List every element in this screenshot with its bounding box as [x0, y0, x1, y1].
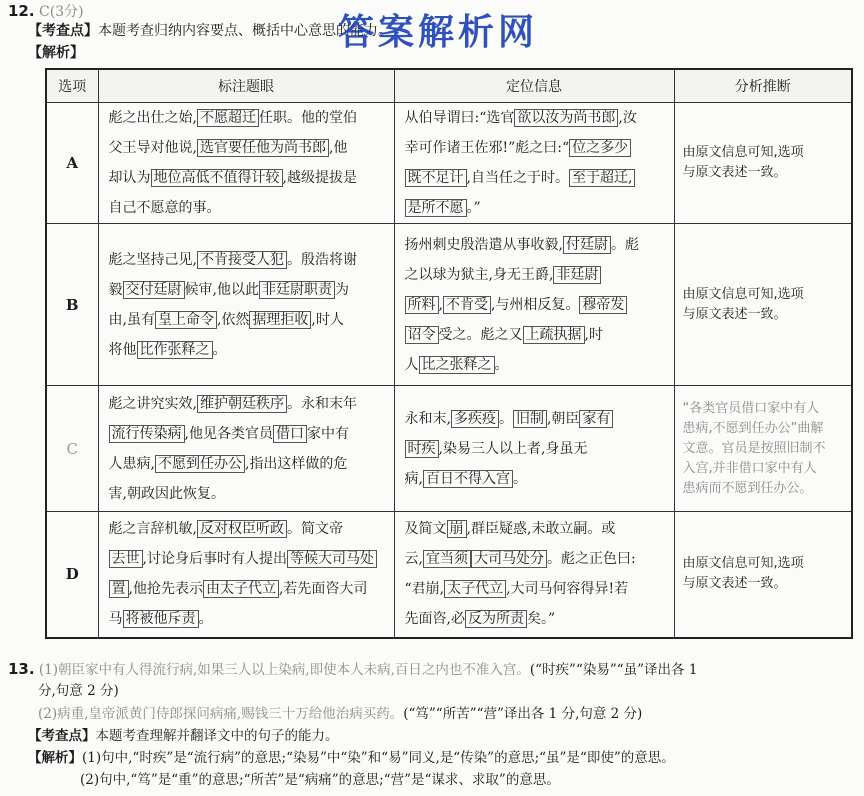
tiyan-cell	[98, 224, 394, 386]
text-line: 由原文信息可知,选项	[682, 556, 804, 572]
text-line	[405, 514, 664, 544]
highlight-box: 大司马处分	[471, 550, 547, 568]
text-segment: “君崩,	[404, 581, 445, 598]
text-segment: 家中有	[306, 425, 349, 442]
text-segment: 。彪	[610, 236, 639, 253]
text-line	[405, 260, 664, 290]
highlight-box: 上疏执据	[523, 326, 585, 344]
q13-answer1: (1)朝臣家中有人得流行病,如果三人以上染病,即使本人未病,百日之内也不准入宫。	[38, 662, 530, 678]
highlight-box: 非廷尉	[553, 266, 601, 284]
highlight-box: 是所不愿	[405, 199, 467, 217]
text-segment: ,时	[584, 326, 603, 343]
text-segment: 人患病,	[108, 455, 155, 472]
highlight-box: 比作张释之	[137, 341, 213, 359]
q13-answer1-note: (“时疾”“染易”“虽”译出各 1	[529, 662, 698, 678]
text-line	[405, 434, 664, 464]
text-segment: 。	[212, 341, 227, 358]
text-segment: 及简文	[404, 521, 447, 538]
text-line	[405, 544, 664, 574]
text-line	[109, 544, 384, 574]
text-line	[109, 389, 384, 419]
text-segment: 毅	[108, 281, 123, 298]
analysis-table	[45, 68, 853, 639]
q13-line1	[8, 658, 697, 681]
highlight-box: 百日不得入宫	[423, 470, 513, 488]
text-segment: 害,朝政因此恢复。	[108, 485, 225, 502]
text-segment: ,自当任之于时。	[466, 170, 569, 186]
q13-jiexi1: (1)句中,“时疾”是“流行病”的意思;“染易”中“染”和“易”同义,是“传染”的意思;“虽”是“即使”的意思。	[82, 750, 675, 766]
table-row	[46, 512, 852, 638]
text-segment: 却认为	[108, 170, 151, 186]
highlight-box: 反为所责	[465, 610, 527, 628]
text-segment: ,他见各类官员	[184, 425, 273, 442]
text-segment: ,	[438, 296, 443, 313]
text-segment: ,指出这样做的危	[244, 455, 348, 472]
dingwei-cell	[394, 386, 674, 512]
dingwei-cell	[394, 512, 674, 638]
highlight-box: 皇上命令	[155, 311, 217, 329]
text-segment: 矣。”	[526, 611, 556, 628]
text-line	[405, 193, 664, 223]
q13-kaochadian-text: 本题考查理解并翻译文中的句子的能力。	[95, 728, 339, 744]
highlight-box: 将被他斥责	[123, 610, 199, 628]
text-line	[109, 275, 384, 305]
q13-answer1-note2: 分,句意 2 分)	[38, 683, 119, 699]
text-line	[405, 350, 664, 380]
text-segment: ,群臣疑惑,未敢立嗣。或	[466, 521, 616, 538]
highlight-box: 流行传染病	[109, 425, 185, 443]
fenxi-cell	[674, 386, 852, 512]
text-segment: ,讨论身后事时有人提出	[142, 551, 287, 568]
highlight-box: 欲以汝为尚书郎	[514, 109, 618, 127]
option-label: D	[46, 512, 98, 638]
highlight-box: 据理拒收	[249, 311, 311, 329]
text-segment: 。	[494, 356, 509, 373]
text-segment: ,依然	[216, 311, 250, 328]
q13-kaochadian	[28, 725, 339, 747]
watermark: 答案解析网	[338, 11, 539, 53]
dingwei-cell	[394, 224, 674, 386]
highlight-box: 付廷尉	[563, 236, 611, 254]
option-label: C	[46, 386, 98, 512]
highlight-box: 诏令	[405, 326, 439, 344]
text-line	[109, 245, 384, 275]
header-dingwei: 定位信息	[394, 69, 674, 103]
header-fenxi: 分析推断	[674, 69, 852, 103]
highlight-box: 维护朝廷秩序	[197, 395, 287, 413]
highlight-box: 太子代立	[444, 580, 506, 598]
highlight-box: 不愿超迁	[197, 109, 259, 127]
highlight-box: 不肯接受人犯	[197, 251, 287, 269]
text-segment: 受之。彪之又	[438, 326, 523, 343]
text-segment: 扬州刺史殷浩遣从事收毅,	[404, 236, 563, 253]
text-line	[109, 449, 384, 479]
text-segment: ,汝	[618, 110, 637, 126]
text-segment: 人	[404, 356, 419, 373]
text-line: 由原文信息可知,选项	[682, 145, 804, 160]
text-segment: 。	[498, 410, 513, 427]
text-segment: 自己不愿意的事。	[108, 200, 221, 216]
text-line	[405, 574, 664, 604]
text-line	[109, 514, 384, 544]
text-segment: 彪之言辞机敏,	[108, 521, 197, 538]
text-segment: 马	[108, 611, 123, 628]
text-segment: ,越级提拔是	[282, 170, 357, 186]
text-segment: 。	[512, 470, 527, 487]
q13-line2	[38, 703, 642, 725]
text-segment: ,与州相反复。	[490, 296, 580, 313]
text-line: 与原文表述一致。	[682, 576, 787, 592]
text-segment: ,若先面咨大司	[278, 581, 368, 598]
text-segment: ,他	[328, 140, 348, 156]
tiyan-cell	[98, 103, 394, 224]
highlight-box: 置	[109, 580, 129, 598]
text-line	[109, 103, 384, 133]
text-segment: 彪之讲究实效,	[108, 395, 197, 412]
text-line	[109, 305, 384, 335]
text-segment: 父王导对他说,	[108, 140, 197, 156]
highlight-box: 不愿到任办公	[155, 455, 245, 473]
text-line: 入宫,并非借口家中有人	[682, 460, 817, 476]
fenxi-cell	[674, 103, 852, 224]
text-segment: 从伯导谓曰:“选官	[404, 110, 515, 126]
text-line: 文意。官员是按照旧制不	[682, 440, 826, 456]
highlight-box: 所料	[405, 296, 439, 314]
q13-jiexi-label: 【解析】	[28, 750, 82, 766]
q12-jiexi-label: 【解析】	[28, 45, 84, 61]
text-line	[109, 419, 384, 449]
text-segment: 任职。他的堂伯	[258, 110, 357, 126]
text-line	[109, 133, 384, 163]
highlight-box: 家有	[579, 410, 613, 428]
q12-line	[8, 2, 84, 21]
q13-number: 13.	[8, 660, 35, 678]
text-segment: 云,	[404, 551, 423, 568]
table-row	[46, 386, 852, 512]
tiyan-cell	[98, 512, 394, 638]
text-line	[109, 574, 384, 604]
text-line: 患病,不愿到任办公”曲解	[682, 420, 824, 436]
text-line	[405, 464, 664, 494]
fenxi-cell	[674, 512, 852, 638]
highlight-box: 位之多少	[569, 139, 631, 157]
text-segment: 永和末,	[404, 410, 451, 427]
table-row	[46, 103, 852, 224]
text-segment: 彪之出仕之始,	[108, 110, 197, 126]
highlight-box: 选官要任他为尚书郎	[197, 139, 329, 157]
text-segment: 。	[198, 611, 213, 628]
dingwei-cell	[394, 103, 674, 224]
text-line	[109, 604, 384, 634]
text-segment: ,朝臣	[546, 410, 580, 427]
highlight-box: 穆帝发	[579, 296, 627, 314]
text-segment: 之以球为狱主,身无王爵,	[404, 266, 554, 283]
text-segment: 。彪之正色曰:	[546, 551, 636, 568]
text-line: 与原文表述一致。	[682, 165, 787, 180]
text-segment: 。”	[466, 200, 481, 216]
highlight-box: 崩	[447, 520, 467, 538]
text-segment: 。永和末年	[286, 395, 357, 412]
highlight-box: 不肯受	[443, 296, 491, 314]
text-line	[405, 103, 664, 133]
q13-kaochadian-label: 【考查点】	[28, 728, 96, 744]
q12-answer: C(3分)	[39, 4, 84, 20]
text-line	[405, 604, 664, 634]
text-line: 患病而不愿到任办公。	[682, 480, 813, 496]
text-line	[109, 163, 384, 193]
text-segment: ,时人	[311, 311, 344, 328]
kaochadian-label: 【考查点】	[28, 23, 98, 39]
text-line	[109, 479, 384, 509]
text-segment: 。殷浩将谢	[286, 251, 357, 268]
fenxi-cell	[674, 224, 852, 386]
text-segment: 候审,他以此	[184, 281, 259, 298]
q13-jiexi2: (2)句中,“笃”是“重”的意思;“所苦”是“病痛”的意思;“营”是“谋求、求取”的意思。	[80, 772, 560, 788]
kaochadian-text: 本题考查归纳内容要点、概括中心意思的能力。	[98, 23, 392, 39]
highlight-box: 由太子代立	[203, 580, 279, 598]
header-tiyan: 标注题眼	[98, 69, 394, 103]
q13-answer2: (2)病重,皇帝派黄门侍郎探问病痛,赐钱三十万给他治病买药。	[38, 706, 404, 722]
tiyan-cell	[98, 386, 394, 512]
q12-number: 12.	[8, 2, 35, 20]
table-row	[46, 224, 852, 386]
highlight-box: 多疾疫	[451, 410, 499, 428]
table-header-row	[46, 69, 852, 103]
highlight-box: 时疾	[405, 440, 439, 458]
highlight-box: 反对权臣听政	[197, 520, 287, 538]
text-line	[405, 230, 664, 260]
text-segment: 为	[334, 281, 349, 298]
text-line	[405, 320, 664, 350]
text-segment: 病,	[404, 470, 423, 487]
q13-answer2-note: (“笃”“所苦”“营”译出各 1 分,句意 2 分)	[403, 706, 643, 722]
highlight-box: 既不足计	[405, 169, 467, 187]
text-line	[405, 404, 664, 434]
text-line	[109, 193, 384, 223]
highlight-box: 比之张释之	[419, 356, 495, 374]
text-segment: 由,虽有	[108, 311, 155, 328]
q13-jiexi1-line	[28, 747, 675, 769]
text-segment: 先面咨,必	[404, 611, 465, 628]
text-segment: 。简文帝	[286, 521, 343, 538]
highlight-box: 等候大司马处	[287, 550, 377, 568]
option-label: A	[46, 103, 98, 224]
highlight-box: 宜当须	[423, 550, 471, 568]
text-line	[405, 133, 664, 163]
text-segment: 将他	[108, 341, 137, 358]
text-line: 由原文信息可知,选项	[682, 286, 804, 302]
text-line: 与原文表述一致。	[682, 306, 787, 322]
highlight-box: 旧制	[513, 410, 547, 428]
highlight-box: 非廷尉职责	[259, 281, 335, 299]
header-option: 选项	[46, 69, 98, 103]
highlight-box: 至于超迁,	[569, 169, 635, 187]
text-line	[109, 335, 384, 365]
highlight-box: 去世	[109, 550, 143, 568]
highlight-box: 交付廷尉	[123, 281, 185, 299]
text-line	[405, 290, 664, 320]
text-segment: ,大司马何容得异!若	[506, 581, 629, 598]
highlight-box: 地位高低不值得计较	[151, 169, 283, 187]
text-segment: ,染易三人以上者,身虽无	[438, 440, 588, 457]
text-segment: 幸可作诸王佐邪!”彪之曰:“	[404, 140, 570, 156]
text-segment: ,他抢先表示	[128, 581, 203, 598]
text-line	[405, 163, 664, 193]
text-segment: 彪之坚持己见,	[108, 251, 197, 268]
option-label: B	[46, 224, 98, 386]
text-line: “各类官员借口家中有人	[682, 400, 820, 416]
highlight-box: 借口	[273, 425, 307, 443]
